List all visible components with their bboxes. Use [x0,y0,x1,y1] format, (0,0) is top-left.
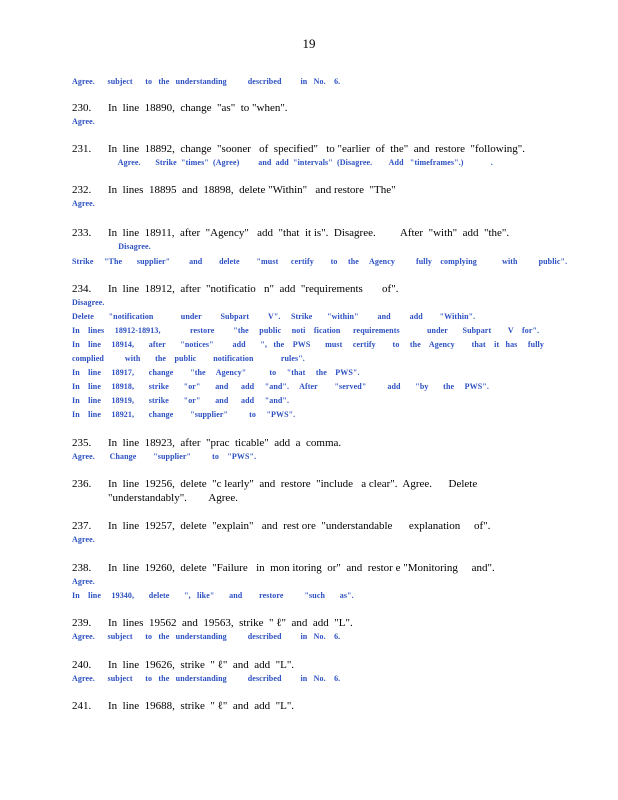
item-number: 235. [72,437,92,449]
item-text: "understandably". Agree. [108,492,238,504]
line-text: In line 18918, strike "or" and add "and". After "served" add "by the PWS". [72,382,489,391]
line-text: In lines 18912-18913, restore "the public noti fication requirements under Subpart V for". [72,326,540,335]
item-number: 232. [72,184,92,196]
item-text: In line 18923, after "prac ticable" add a comma. [108,437,342,449]
line-text: Agree. Change "supplier" to "PWS". [72,452,257,461]
item-text: In line 19256, delete "c learly" and restore "include a clear". Agree. Delete [108,478,478,490]
item-number: 233. [72,227,92,239]
item-text: In line 19257, delete "explain" and rest ore "understandable explanation of". [108,520,491,532]
item-number: 236. [72,478,92,490]
line-text: Agree. [72,117,95,126]
line-text: Agree. subject to the understanding described in No. 6. [72,674,341,683]
line-text: In line 19340, delete ", like" and restore "such as". [72,591,354,600]
line-text: Agree. [72,199,95,208]
item-text: In line 19688, strike " ℓ" and add "L". [108,700,295,712]
item-number: 240. [72,659,92,671]
line-text: Disagree. [72,242,151,251]
line-text: Delete "notification under Subpart V". Strike "within" and add "Within". [72,312,476,321]
item-text: In lines 18895 and 18898, delete "Within" and restore "The" [108,184,396,196]
item-text: In line 18912, after "notificatio n" add "requirements of". [108,283,399,295]
line-text: In line 18917, change "the Agency" to "that the PWS". [72,368,360,377]
item-text: In line 18892, change "sooner of specified" to "earlier of the" and restore "following". [108,143,526,155]
line-text: Agree. subject to the understanding described in No. 6. [72,632,341,641]
line-text: Agree. [72,535,95,544]
line-text: In line 18914, after "notices" add ", the PWS must certify to the Agency that it has fully [72,340,544,349]
item-number: 237. [72,520,92,532]
line-text: Agree. Strike "times" (Agree) and add "intervals" (Disagree. Add "timeframes".) . [72,158,493,167]
item-text: In line 19626, strike " ℓ" and add "L". [108,659,295,671]
line-text: Agree. subject to the understanding described in No. 6. [72,77,341,86]
line-text: Strike "The supplier" and delete "must certify to the Agency fully complying with public". [72,257,568,266]
line-text: Disagree. [72,298,105,307]
item-number: 239. [72,617,92,629]
line-text: complied with the public notification rules". [72,354,305,363]
item-number: 230. [72,102,92,114]
item-text: In line 18911, after "Agency" add "that it is". Disagree. After "with" add "the". [108,227,510,239]
item-text: In line 18890, change "as" to "when". [108,102,288,114]
line-text: Agree. [72,577,95,586]
item-text: In line 19260, delete "Failure in mon itoring or" and restor e "Monitoring and". [108,562,495,574]
page-number: 19 [302,36,316,51]
item-number: 234. [72,283,92,295]
item-text: In lines 19562 and 19563, strike " ℓ" and add "L". [108,617,353,629]
line-text: In line 18921, change "supplier" to "PWS". [72,410,296,419]
item-number: 238. [72,562,92,574]
line-text: In line 18919, strike "or" and add "and". [72,396,290,405]
item-number: 241. [72,700,92,712]
item-number: 231. [72,143,92,155]
